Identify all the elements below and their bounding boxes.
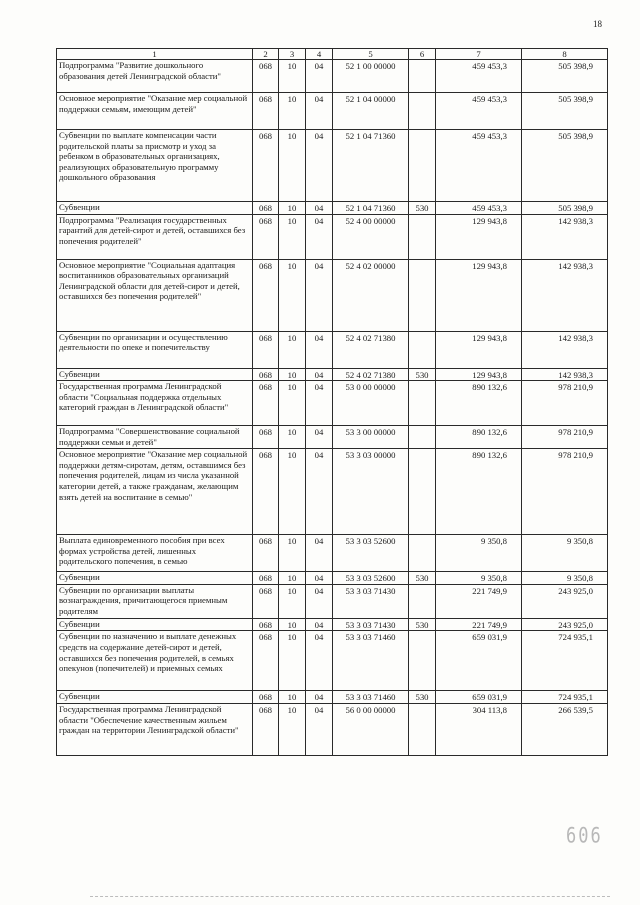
- row-amount-year1: 459 453,3: [436, 202, 522, 215]
- row-target-article: 53 3 03 71430: [333, 584, 409, 618]
- table-row: [57, 691, 608, 704]
- row-subsection-code: 04: [306, 60, 333, 93]
- row-ministry-code: 068: [253, 703, 279, 755]
- row-expense-type: [409, 93, 436, 130]
- row-amount-year2: 9 350,8: [522, 572, 608, 585]
- row-name: Субвенции: [57, 618, 253, 631]
- table-row: [57, 259, 608, 331]
- row-amount-year1: 129 943,8: [436, 214, 522, 259]
- column-number-header: [57, 49, 608, 60]
- budget-table: [56, 48, 608, 756]
- row-section-code: 10: [279, 618, 306, 631]
- row-target-article: 53 3 03 71460: [333, 631, 409, 691]
- row-name: Субвенции: [57, 368, 253, 381]
- row-name: Государственная программа Ленинградской области "Обеспечение качественным жильем граждан на территории Ленинградской области": [57, 703, 253, 755]
- row-name: Выплата единовременного пособия при всех формах устройства детей, лишенных родительского попечения, в семью: [57, 535, 253, 572]
- row-amount-year2: 505 398,9: [522, 93, 608, 130]
- row-name: Субвенции по организации выплаты вознаграждения, причитающегося приемным родителям: [57, 584, 253, 618]
- row-section-code: 10: [279, 368, 306, 381]
- row-section-code: 10: [279, 584, 306, 618]
- table-row: [57, 202, 608, 215]
- row-subsection-code: 04: [306, 214, 333, 259]
- row-section-code: 10: [279, 631, 306, 691]
- table-row: [57, 572, 608, 585]
- row-subsection-code: 04: [306, 703, 333, 755]
- row-amount-year2: 978 210,9: [522, 449, 608, 535]
- row-amount-year2: 505 398,9: [522, 130, 608, 202]
- row-amount-year1: 221 749,9: [436, 618, 522, 631]
- table-row: [57, 93, 608, 130]
- row-ministry-code: 068: [253, 214, 279, 259]
- row-target-article: 53 3 03 52600: [333, 535, 409, 572]
- row-target-article: 52 4 02 71380: [333, 331, 409, 368]
- table-row: [57, 426, 608, 449]
- row-section-code: 10: [279, 259, 306, 331]
- row-target-article: 56 0 00 00000: [333, 703, 409, 755]
- table-row: [57, 449, 608, 535]
- row-amount-year1: 459 453,3: [436, 60, 522, 93]
- table-row: [57, 584, 608, 618]
- row-ministry-code: 068: [253, 93, 279, 130]
- row-target-article: 53 3 03 71460: [333, 691, 409, 704]
- row-ministry-code: 068: [253, 331, 279, 368]
- row-amount-year2: 142 938,3: [522, 331, 608, 368]
- row-section-code: 10: [279, 130, 306, 202]
- row-amount-year2: 266 539,5: [522, 703, 608, 755]
- row-expense-type: [409, 703, 436, 755]
- row-amount-year1: 9 350,8: [436, 535, 522, 572]
- row-amount-year2: 724 935,1: [522, 631, 608, 691]
- col-header-2: 2: [253, 49, 279, 60]
- row-amount-year2: 243 925,0: [522, 584, 608, 618]
- row-amount-year2: 243 925,0: [522, 618, 608, 631]
- row-ministry-code: 068: [253, 584, 279, 618]
- row-ministry-code: 068: [253, 259, 279, 331]
- row-expense-type: [409, 331, 436, 368]
- row-amount-year1: 890 132,6: [436, 426, 522, 449]
- row-subsection-code: 04: [306, 202, 333, 215]
- table-row: [57, 618, 608, 631]
- row-section-code: 10: [279, 572, 306, 585]
- row-expense-type: [409, 426, 436, 449]
- row-section-code: 10: [279, 691, 306, 704]
- row-ministry-code: 068: [253, 381, 279, 426]
- row-subsection-code: 04: [306, 449, 333, 535]
- row-ministry-code: 068: [253, 691, 279, 704]
- row-section-code: 10: [279, 703, 306, 755]
- row-section-code: 10: [279, 202, 306, 215]
- row-section-code: 10: [279, 381, 306, 426]
- row-name: Подпрограмма "Совершенствование социальной поддержки семьи и детей": [57, 426, 253, 449]
- row-name: Основное мероприятие "Социальная адаптация воспитанников образовательных организаций Ленинградской области для детей-сирот и детей, оставшихся без попечения родителей": [57, 259, 253, 331]
- row-subsection-code: 04: [306, 368, 333, 381]
- col-header-5: 5: [333, 49, 409, 60]
- row-name: Субвенции: [57, 572, 253, 585]
- col-header-3: 3: [279, 49, 306, 60]
- col-header-7: 7: [436, 49, 522, 60]
- row-subsection-code: 04: [306, 331, 333, 368]
- row-subsection-code: 04: [306, 535, 333, 572]
- row-name: Субвенции по организации и осуществлению деятельности по опеке и попечительству: [57, 331, 253, 368]
- row-subsection-code: 04: [306, 426, 333, 449]
- row-amount-year1: 129 943,8: [436, 368, 522, 381]
- row-name: Основное мероприятие "Оказание мер социальной поддержки детям-сиротам, детям, оставшимся без попечения родителей, лицам из числа указанной категории детей, а также гражданам, желающим взять детей на воспитание в семью": [57, 449, 253, 535]
- row-amount-year2: 978 210,9: [522, 426, 608, 449]
- row-target-article: 53 3 03 00000: [333, 449, 409, 535]
- row-expense-type: 530: [409, 368, 436, 381]
- row-target-article: 52 4 02 00000: [333, 259, 409, 331]
- row-section-code: 10: [279, 426, 306, 449]
- row-target-article: 52 1 04 71360: [333, 202, 409, 215]
- row-ministry-code: 068: [253, 130, 279, 202]
- row-target-article: 52 1 04 71360: [333, 130, 409, 202]
- col-header-4: 4: [306, 49, 333, 60]
- row-amount-year2: 505 398,9: [522, 60, 608, 93]
- row-target-article: 53 0 00 00000: [333, 381, 409, 426]
- row-target-article: 52 4 00 00000: [333, 214, 409, 259]
- row-amount-year2: 142 938,3: [522, 214, 608, 259]
- row-target-article: 53 3 03 71430: [333, 618, 409, 631]
- row-name: Субвенции: [57, 691, 253, 704]
- row-expense-type: [409, 214, 436, 259]
- row-amount-year1: 304 113,8: [436, 703, 522, 755]
- row-expense-type: [409, 584, 436, 618]
- row-subsection-code: 04: [306, 584, 333, 618]
- row-name: Государственная программа Ленинградской области "Социальная поддержка отдельных категорий граждан в Ленинградской области": [57, 381, 253, 426]
- page-number: 18: [593, 19, 602, 29]
- table-row: [57, 703, 608, 755]
- row-amount-year2: 724 935,1: [522, 691, 608, 704]
- row-amount-year1: 890 132,6: [436, 449, 522, 535]
- row-ministry-code: 068: [253, 60, 279, 93]
- row-target-article: 52 1 04 00000: [333, 93, 409, 130]
- row-ministry-code: 068: [253, 618, 279, 631]
- row-amount-year1: 659 031,9: [436, 631, 522, 691]
- row-amount-year1: 890 132,6: [436, 381, 522, 426]
- row-name: Подпрограмма "Реализация государственных гарантий для детей-сирот и детей, оставшихся без попечения родителей": [57, 214, 253, 259]
- row-section-code: 10: [279, 93, 306, 130]
- row-target-article: 53 3 00 00000: [333, 426, 409, 449]
- row-ministry-code: 068: [253, 535, 279, 572]
- row-name: Субвенции: [57, 202, 253, 215]
- row-amount-year1: 129 943,8: [436, 259, 522, 331]
- archive-stamp: 606: [566, 823, 603, 849]
- col-header-6: 6: [409, 49, 436, 60]
- col-header-1: 1: [57, 49, 253, 60]
- table-row: [57, 368, 608, 381]
- table-row: [57, 60, 608, 93]
- row-amount-year2: 505 398,9: [522, 202, 608, 215]
- row-subsection-code: 04: [306, 572, 333, 585]
- row-subsection-code: 04: [306, 259, 333, 331]
- row-subsection-code: 04: [306, 93, 333, 130]
- row-expense-type: [409, 535, 436, 572]
- bottom-divider: [90, 896, 610, 897]
- table-row: [57, 535, 608, 572]
- row-expense-type: [409, 130, 436, 202]
- row-ministry-code: 068: [253, 572, 279, 585]
- row-section-code: 10: [279, 60, 306, 93]
- row-expense-type: [409, 381, 436, 426]
- row-section-code: 10: [279, 449, 306, 535]
- row-subsection-code: 04: [306, 381, 333, 426]
- row-amount-year1: 459 453,3: [436, 130, 522, 202]
- row-amount-year1: 459 453,3: [436, 93, 522, 130]
- row-target-article: 52 4 02 71380: [333, 368, 409, 381]
- row-target-article: 53 3 03 52600: [333, 572, 409, 585]
- row-section-code: 10: [279, 331, 306, 368]
- row-expense-type: 530: [409, 572, 436, 585]
- row-amount-year1: 9 350,8: [436, 572, 522, 585]
- col-header-8: 8: [522, 49, 608, 60]
- row-ministry-code: 068: [253, 631, 279, 691]
- row-amount-year1: 129 943,8: [436, 331, 522, 368]
- row-expense-type: [409, 449, 436, 535]
- row-expense-type: 530: [409, 691, 436, 704]
- table-row: [57, 381, 608, 426]
- row-ministry-code: 068: [253, 202, 279, 215]
- row-subsection-code: 04: [306, 618, 333, 631]
- row-expense-type: 530: [409, 202, 436, 215]
- row-amount-year2: 978 210,9: [522, 381, 608, 426]
- table-row: [57, 631, 608, 691]
- row-expense-type: 530: [409, 618, 436, 631]
- row-section-code: 10: [279, 535, 306, 572]
- row-target-article: 52 1 00 00000: [333, 60, 409, 93]
- row-subsection-code: 04: [306, 130, 333, 202]
- row-expense-type: [409, 60, 436, 93]
- row-expense-type: [409, 259, 436, 331]
- row-amount-year2: 9 350,8: [522, 535, 608, 572]
- row-name: Субвенции по выплате компенсации части родительской платы за присмотр и уход за ребенком в образовательных организациях, реализующих образовательную программу дошкольного образования: [57, 130, 253, 202]
- table-row: [57, 214, 608, 259]
- table-row: [57, 130, 608, 202]
- row-name: Субвенции по назначению и выплате денежных средств на содержание детей-сирот и детей, оставшихся без попечения родителей, в семьях опекунов (попечителей) и приемных семьях: [57, 631, 253, 691]
- row-name: Подпрограмма "Развитие дошкольного образования детей Ленинградской области": [57, 60, 253, 93]
- row-ministry-code: 068: [253, 368, 279, 381]
- row-section-code: 10: [279, 214, 306, 259]
- row-amount-year1: 221 749,9: [436, 584, 522, 618]
- row-expense-type: [409, 631, 436, 691]
- row-name: Основное мероприятие "Оказание мер социальной поддержки семьям, имеющим детей": [57, 93, 253, 130]
- row-ministry-code: 068: [253, 449, 279, 535]
- row-ministry-code: 068: [253, 426, 279, 449]
- row-amount-year2: 142 938,3: [522, 368, 608, 381]
- row-amount-year2: 142 938,3: [522, 259, 608, 331]
- row-subsection-code: 04: [306, 691, 333, 704]
- row-subsection-code: 04: [306, 631, 333, 691]
- table-row: [57, 331, 608, 368]
- row-amount-year1: 659 031,9: [436, 691, 522, 704]
